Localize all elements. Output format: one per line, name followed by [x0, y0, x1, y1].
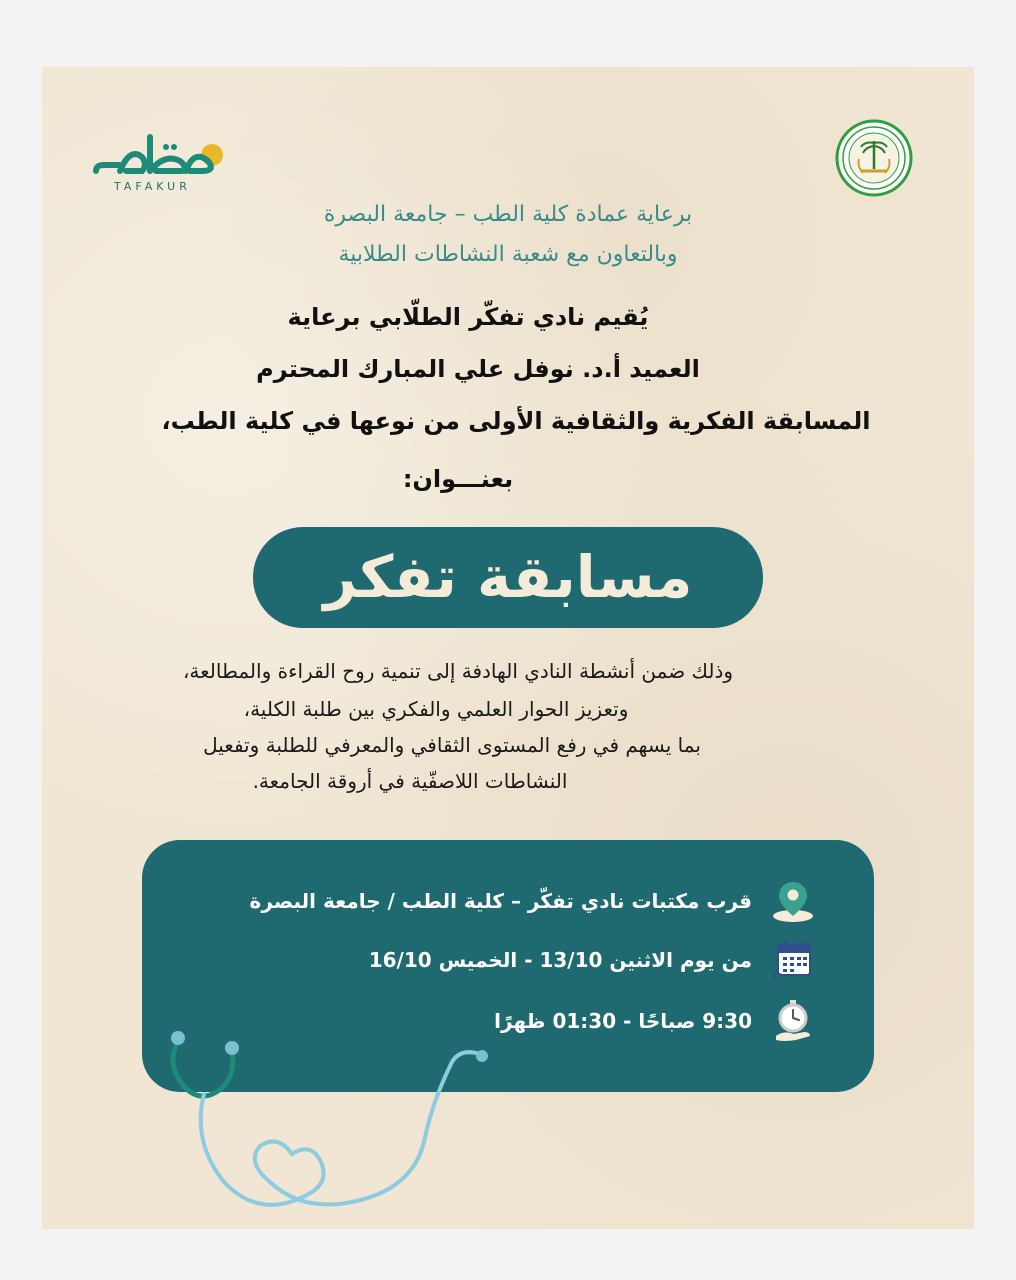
intro-line-4: بعنـــوان:	[402, 465, 514, 493]
time-row	[494, 998, 816, 1044]
poster	[42, 67, 974, 1229]
dates-text: من يوم الاثنين 13/10 - الخميس 16/10	[368, 948, 752, 972]
brand-name: TAFAKUR	[114, 180, 191, 193]
sponsor-line-2: وبالتعاون مع شعبة النشاطات الطلابية	[338, 242, 678, 267]
location-row	[250, 878, 816, 924]
intro-line-1: يُقيم نادي تفكّر الطلّابي برعاية	[287, 303, 649, 331]
location-pin-icon	[770, 878, 816, 924]
stopwatch-icon	[770, 998, 816, 1044]
university-seal-icon	[835, 119, 913, 197]
time-text: 9:30 صباحًا - 01:30 ظهرًا	[494, 1009, 752, 1033]
title-banner	[253, 527, 763, 628]
description-line-3: بما يسهم في رفع المستوى الثقافي والمعرفي للطلبة وتفعيل	[203, 733, 701, 757]
description-line-2: وتعزيز الحوار العلمي والفكري بين طلبة الكلية،	[243, 697, 629, 721]
location-text: قرب مكتبات نادي تفكّر – كلية الطب / جامعة البصرة	[249, 889, 752, 913]
calendar-icon	[770, 937, 816, 983]
description-line-1: وذلك ضمن أنشطة النادي الهادفة إلى تنمية روح القراءة والمطالعة،	[182, 659, 734, 683]
intro-line-2: العميد أ.د. نوفل علي المبارك المحترم	[256, 355, 700, 383]
dates-row	[369, 937, 816, 983]
stethoscope-icon	[152, 1022, 512, 1227]
intro-line-3: المسابقة الفكرية والثقافية الأولى من نوعها في كلية الطب،	[161, 407, 871, 435]
competition-title: مسابقة تفكر	[323, 543, 693, 611]
description-line-4: النشاطات اللاصفّية في أروقة الجامعة.	[252, 769, 568, 793]
sponsor-line-1: برعاية عمادة كلية الطب – جامعة البصرة	[323, 202, 693, 227]
